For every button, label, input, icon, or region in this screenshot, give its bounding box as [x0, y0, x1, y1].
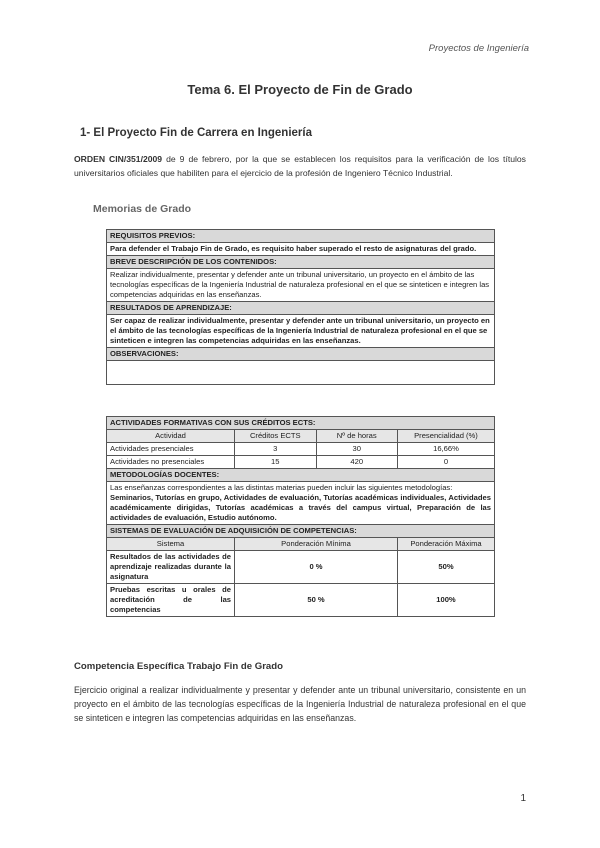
table-row [107, 551, 495, 584]
row-creditos: 15 [235, 456, 316, 469]
metodologias-intro: Las enseñanzas correspondientes a las distintas materias pueden incluir las siguientes metodologías: [110, 483, 453, 492]
row-ponderacion-minima: 0 % [235, 551, 398, 584]
evaluacion-label: SISTEMAS DE EVALUACIÓN DE ADQUISICIÓN DE COMPETENCIAS: [107, 525, 495, 538]
metodologias-list: Seminarios, Tutorías en grupo, Actividades de evaluación, Tutorías académicas individuales, Actividades académicamente dirigidas, Tutorías académicas a través del campus virtual, Preparación de las actividades de evaluación, Estudio autónomo. [110, 493, 491, 522]
row-ponderacion-maxima: 100% [397, 584, 494, 617]
competencia-text: Ejercicio original a realizar individualmente y presentar y defender ante un tribunal universitario, consistente en un proyecto en el ámbito de las tecnologías específicas de la Ingeniería Industrial de naturaleza profesional en el que se sinteticen e integren las competencias adquiridas en las enseñanzas. [74, 685, 526, 724]
row-ponderacion-minima: 50 % [235, 584, 398, 617]
row-sistema: Resultados de las actividades de aprendizaje realizadas durante la asignatura [107, 551, 235, 584]
metodologias-label: METODOLOGÍAS DOCENTES: [107, 469, 495, 482]
col-ponderacion-maxima: Ponderación Máxima [397, 538, 494, 551]
competencia-heading: Competencia Específica Trabajo Fin de Grado [74, 661, 283, 672]
order-reference: ORDEN CIN/351/2009 [74, 154, 163, 164]
page-title: Tema 6. El Proyecto de Fin de Grado [187, 82, 413, 97]
table-row [107, 443, 495, 456]
table-row [107, 584, 495, 617]
requisitos-label: REQUISITOS PREVIOS: [107, 230, 495, 243]
row-sistema: Pruebas escritas u orales de acreditación de las competencias [107, 584, 235, 617]
row-ponderacion-maxima: 50% [397, 551, 494, 584]
row-presencialidad: 16,66% [397, 443, 494, 456]
row-presencialidad: 0 [397, 456, 494, 469]
row-horas: 30 [316, 443, 397, 456]
memoria-table [106, 229, 495, 385]
row-actividad: Actividades presenciales [107, 443, 235, 456]
descripcion-text: Realizar individualmente, presentar y defender ante un tribunal universitario, un proyecto en el ámbito de las tecnologías específicas de la Ingeniería Industrial de naturaleza profesional en el que se sinteticen e integren las competencias adquiridas en las enseñanzas. [107, 269, 495, 302]
observaciones-label: OBSERVACIONES: [107, 348, 495, 361]
table-row [107, 456, 495, 469]
col-presencialidad: Presencialidad (%) [397, 430, 494, 443]
col-sistema: Sistema [107, 538, 235, 551]
intro-paragraph [74, 152, 526, 180]
row-creditos: 3 [235, 443, 316, 456]
metodologias-cell [107, 482, 495, 525]
actividades-label: ACTIVIDADES FORMATIVAS CON SUS CRÉDITOS ECTS: [107, 417, 495, 430]
col-ponderacion-minima: Ponderación Mínima [235, 538, 398, 551]
memorias-heading: Memorias de Grado [93, 203, 192, 215]
descripcion-label: BREVE DESCRIPCIÓN DE LOS CONTENIDOS: [107, 256, 495, 269]
row-horas: 420 [316, 456, 397, 469]
resultados-label: RESULTADOS DE APRENDIZAJE: [107, 302, 495, 315]
col-creditos: Créditos ECTS [235, 430, 316, 443]
actividades-table [106, 416, 495, 617]
page-number: 1 [520, 793, 526, 804]
resultados-text: Ser capaz de realizar individualmente, presentar y defender ante un tribunal universitario, un proyecto en el ámbito de las tecnologías específicas de la Ingeniería Industrial de naturaleza profesional en el que se sinteticen e integren las competencias adquiridas en las enseñanzas. [107, 315, 495, 348]
col-actividad: Actividad [107, 430, 235, 443]
intro-text: de 9 de febrero, por la que se establecen los requisitos para la verificación de los títulos universitarios oficiales que habiliten para el ejercicio de la profesión de Ingeniero Técnico Industrial. [74, 154, 526, 178]
requisitos-text: Para defender el Trabajo Fin de Grado, es requisito haber superado el resto de asignaturas del grado. [107, 243, 495, 256]
row-actividad: Actividades no presenciales [107, 456, 235, 469]
section-heading: 1- El Proyecto Fin de Carrera en Ingeniería [80, 127, 312, 139]
col-horas: Nº de horas [316, 430, 397, 443]
observaciones-text [107, 361, 495, 385]
running-header: Proyectos de Ingeniería [428, 43, 529, 54]
